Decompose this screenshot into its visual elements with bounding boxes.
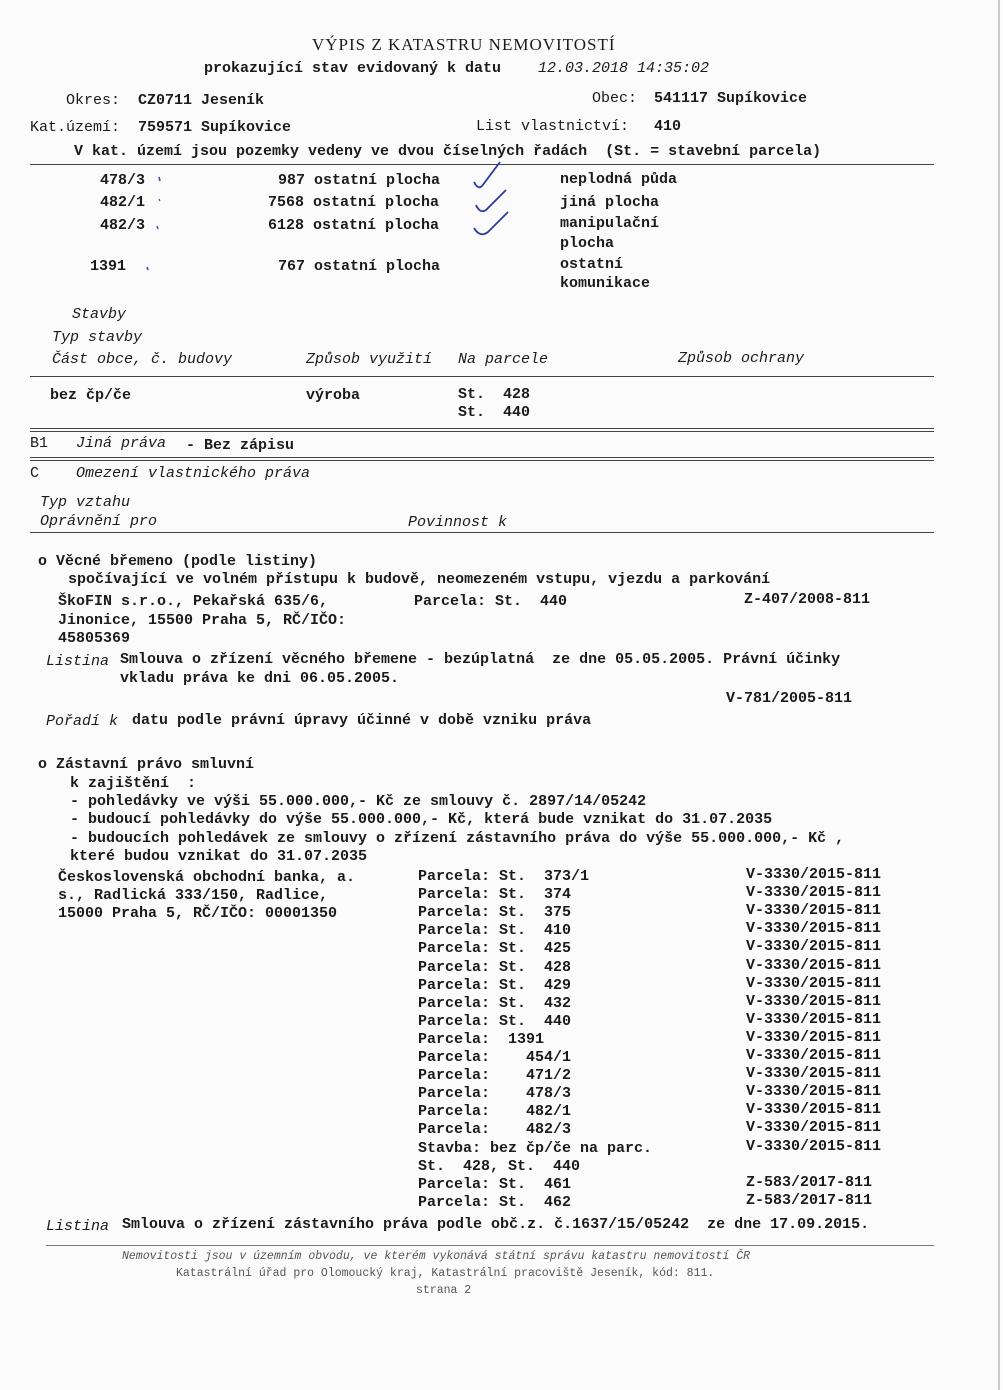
parcel-area: 767 ostatní plocha xyxy=(278,258,441,275)
obec-label: Obec: xyxy=(592,90,638,107)
parcel-use: jiná plocha xyxy=(560,194,660,211)
tick-dot-icon xyxy=(147,267,148,270)
zastava-parcel: Parcela: 478/3 xyxy=(418,1085,572,1102)
lv-value: 410 xyxy=(654,118,682,135)
stavba-parcela: St. 428 xyxy=(458,386,531,403)
zastava-listina-label: Listina xyxy=(46,1218,110,1235)
parcel-id: 1391 xyxy=(90,258,127,275)
zastava-line: - budoucí pohledávky do výše 55.000.000,- Kč, která bude vznikat do 31.07.2035 xyxy=(70,811,773,828)
col-na-parcele: Na parcele xyxy=(458,351,549,368)
b1-code: B1 xyxy=(30,435,49,452)
parcel-use: ostatní xyxy=(560,256,624,273)
tick-dot-icon xyxy=(159,177,160,181)
bremeno-title: o Věcné břemeno (podle listiny) xyxy=(38,553,318,570)
katuzemi-label: Kat.území: xyxy=(30,119,121,136)
zastava-ref: V-3330/2015-811 xyxy=(746,1047,882,1064)
divider xyxy=(30,460,934,461)
checkmark-icon xyxy=(476,190,506,211)
zastava-parcel: Parcela: 454/1 xyxy=(418,1049,572,1066)
subtitle-prefix: prokazující stav evidovaný k datu xyxy=(204,60,502,77)
tick-dot-icon xyxy=(157,226,158,229)
stavba-zpusob: výroba xyxy=(306,387,361,404)
listina-text: vkladu práva ke dni 06.05.2005. xyxy=(120,670,400,687)
stavby-typ: Typ stavby xyxy=(52,329,143,346)
zastava-title: o Zástavní právo smluvní xyxy=(38,756,255,773)
zastava-parcel: Parcela: St. 410 xyxy=(418,922,572,939)
parcel-id: 478/3 xyxy=(100,172,146,189)
col-zpusob-vyuziti: Způsob využití xyxy=(306,351,433,368)
obec-value: 541117 Supíkovice xyxy=(654,90,808,107)
zastava-party: s., Radlická 333/150, Radlice, xyxy=(58,887,329,904)
bremeno-party: 45805369 xyxy=(58,630,131,647)
typ-vztahu: Typ vztahu xyxy=(40,494,131,511)
listina-label: Listina xyxy=(46,653,110,670)
divider xyxy=(30,428,934,429)
zastava-parcel: Parcela: 471/2 xyxy=(418,1067,572,1084)
zastava-ref: V-3330/2015-811 xyxy=(746,1065,882,1082)
divider xyxy=(30,532,934,533)
zastava-ref: V-3330/2015-811 xyxy=(746,975,882,992)
zastava-parcel: Parcela: St. 428 xyxy=(418,959,572,976)
bremeno-party: Jinonice, 15500 Praha 5, RČ/IČO: xyxy=(58,612,347,629)
page-number: strana 2 xyxy=(416,1284,472,1297)
parcel-use: komunikace xyxy=(560,275,651,292)
subtitle-datetime: 12.03.2018 14:35:02 xyxy=(538,60,710,77)
zastava-ref: V-3330/2015-811 xyxy=(746,957,882,974)
zastava-ref: V-3330/2015-811 xyxy=(746,920,882,937)
zastava-ref: V-3330/2015-811 xyxy=(746,1119,882,1136)
povinnost-k: Povinnost k xyxy=(408,514,508,531)
parcel-area: 6128 ostatní plocha xyxy=(268,217,440,234)
c-label: Omezení vlastnického práva xyxy=(76,465,311,482)
zastava-parcel: Parcela: St. 425 xyxy=(418,940,572,957)
parcel-use: plocha xyxy=(560,235,615,252)
zastava-line: které budou vznikat do 31.07.2035 xyxy=(70,848,368,865)
c-code: C xyxy=(30,465,40,482)
zastava-party: 15000 Praha 5, RČ/IČO: 00001350 xyxy=(58,905,338,922)
parcel-id: 482/1 xyxy=(100,194,146,211)
zastava-ref: V-3330/2015-811 xyxy=(746,884,882,901)
b1-label: Jiná práva xyxy=(76,435,167,452)
stavby-heading: Stavby xyxy=(72,306,127,323)
parcel-use: manipulační xyxy=(560,215,660,232)
tick-dot-icon xyxy=(159,199,160,201)
zastava-ref: V-3330/2015-811 xyxy=(746,1029,882,1046)
bremeno-desc: spočívající ve volném přístupu k budově, neomezeném vstupu, vjezdu a parkování xyxy=(68,571,771,588)
col-zpusob-ochrany: Způsob ochrany xyxy=(678,350,805,367)
zastava-ref: V-3330/2015-811 xyxy=(746,1083,882,1100)
listina-ref: V-781/2005-811 xyxy=(726,690,853,707)
zastava-ref: V-3330/2015-811 xyxy=(746,1101,882,1118)
zastava-parcel: Parcela: St. 462 xyxy=(418,1194,572,1211)
handwritten-marks xyxy=(0,0,1003,300)
zastava-party: Československá obchodní banka, a. xyxy=(58,869,356,886)
divider xyxy=(30,457,934,458)
zastava-parcel: Parcela: St. 375 xyxy=(418,904,572,921)
zastava-line: - pohledávky ve výši 55.000.000,- Kč ze smlouvy č. 2897/14/05242 xyxy=(70,793,647,810)
opravneni-pro: Oprávnění pro xyxy=(40,513,158,530)
page-title: VÝPIS Z KATASTRU NEMOVITOSTÍ xyxy=(312,35,616,54)
series-note: V kat. území jsou pozemky vedeny ve dvou číselných řadách (St. = stavební parcela) xyxy=(74,143,822,160)
zastava-listina-text: Smlouva o zřízení zástavního práva podle obč.z. č.1637/15/05242 ze dne 17.09.2015. xyxy=(122,1216,870,1233)
okres-value: CZ0711 Jeseník xyxy=(138,92,265,109)
parcel-area: 7568 ostatní plocha xyxy=(268,194,440,211)
lv-label: List vlastnictví: xyxy=(476,118,630,135)
divider xyxy=(30,376,934,377)
col-cast-obce: Část obce, č. budovy xyxy=(52,351,233,368)
zastava-parcel: Parcela: 482/1 xyxy=(418,1103,572,1120)
bremeno-parcel: Parcela: St. 440 xyxy=(414,593,568,610)
zastava-parcel: St. 428, St. 440 xyxy=(418,1158,581,1175)
poradi-text: datu podle právní úpravy účinné v době vzniku práva xyxy=(132,712,592,729)
zastava-ref: V-3330/2015-811 xyxy=(746,993,882,1010)
zastava-ref: V-3330/2015-811 xyxy=(746,1138,882,1155)
b1-value: - Bez zápisu xyxy=(186,437,295,454)
stavba-cast: bez čp/če xyxy=(50,387,132,404)
footer-divider xyxy=(46,1245,934,1246)
zastava-ref: V-3330/2015-811 xyxy=(746,866,882,883)
zastava-parcel: Parcela: St. 432 xyxy=(418,995,572,1012)
zastava-line: - budoucích pohledávek ze smlouvy o zřízení zástavního práva do výše 55.000.000,- Kč , xyxy=(70,830,845,847)
parcel-id: 482/3 xyxy=(100,217,146,234)
zastava-parcel: Parcela: St. 373/1 xyxy=(418,868,590,885)
zastava-parcel: Parcela: 482/3 xyxy=(418,1121,572,1138)
zastava-ref: Z-583/2017-811 xyxy=(746,1174,873,1191)
listina-text: Smlouva o zřízení věcného břemene - bezúplatná ze dne 05.05.2005. Právní účinky xyxy=(120,651,841,668)
bremeno-ref: Z-407/2008-811 xyxy=(744,591,871,608)
footer-line: Katastrální úřad pro Olomoucký kraj, Katastrální pracoviště Jeseník, kód: 811. xyxy=(176,1267,715,1280)
bremeno-party: ŠkoFIN s.r.o., Pekařská 635/6, xyxy=(58,593,329,610)
parcel-use: neplodná půda xyxy=(560,171,678,188)
zastava-ref: V-3330/2015-811 xyxy=(746,1011,882,1028)
zastava-ref: Z-583/2017-811 xyxy=(746,1192,873,1209)
checkmark-icon xyxy=(474,162,500,187)
poradi-label: Pořadí k xyxy=(46,713,119,730)
footer-line: Nemovitosti jsou v územním obvodu, ve kterém vykonává státní správu katastru nemovitostí ČR xyxy=(122,1250,751,1263)
katuzemi-value: 759571 Supíkovice xyxy=(138,119,292,136)
zastava-parcel: Parcela: St. 374 xyxy=(418,886,572,903)
divider xyxy=(30,431,934,432)
zastava-parcel: Stavba: bez čp/če na parc. xyxy=(418,1140,653,1157)
zastava-ref: V-3330/2015-811 xyxy=(746,938,882,955)
zastava-parcel: Parcela: 1391 xyxy=(418,1031,545,1048)
zastava-ref: V-3330/2015-811 xyxy=(746,902,882,919)
zastava-line: k zajištění : xyxy=(70,775,197,792)
parcel-area: 987 ostatní plocha xyxy=(278,172,441,189)
stavba-parcela: St. 440 xyxy=(458,404,531,421)
zastava-parcel: Parcela: St. 429 xyxy=(418,977,572,994)
checkmark-icon xyxy=(474,212,508,234)
zastava-parcel: Parcela: St. 461 xyxy=(418,1176,572,1193)
okres-label: Okres: xyxy=(66,92,121,109)
zastava-parcel: Parcela: St. 440 xyxy=(418,1013,572,1030)
